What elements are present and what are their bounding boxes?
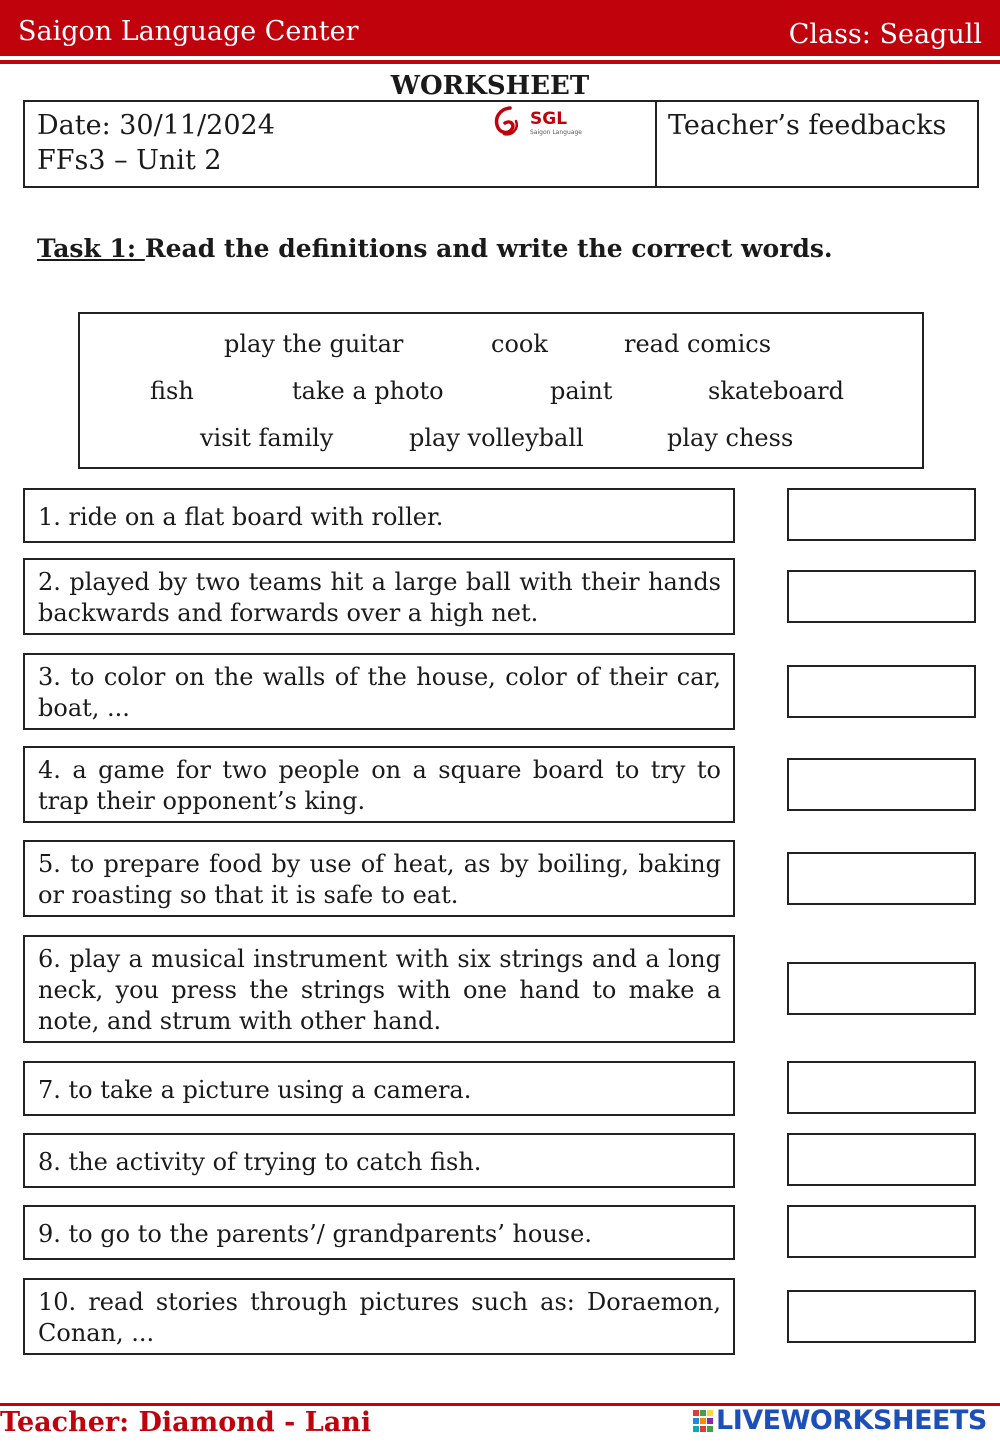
liveworksheets-brand[interactable] [692,1405,987,1439]
definition-text: 8. the activity of trying to catch fish. [38,1148,482,1176]
date-label: Date: 30/11/2024 [37,110,275,141]
class-label: Class: Seagull [788,19,982,50]
unit-label: FFs3 – Unit 2 [37,145,222,176]
word-bank-item: cook [491,330,548,358]
definition-box [23,1205,735,1260]
definition-text: 4. a game for two people on a square board to try to trap their opponent’s king. [38,756,721,815]
word-bank-item: visit family [200,424,334,452]
word-bank-item: play chess [667,424,794,452]
logo-subtitle: Saigon Language [530,129,582,136]
word-bank-item: fish [150,377,194,405]
definition-box [23,1278,735,1355]
word-bank-item: paint [550,377,613,405]
definition-box [23,1061,735,1116]
word-bank-item: take a photo [292,377,444,405]
definition-text: 9. to go to the parents’/ grandparents’ house. [38,1220,592,1248]
answer-box-5[interactable] [787,852,976,905]
answer-box-7[interactable] [787,1061,976,1114]
teacher-name: Teacher: Diamond - Lani [0,1407,372,1438]
answer-box-10[interactable] [787,1290,976,1343]
answer-box-2[interactable] [787,570,976,623]
word-bank-item: play the guitar [224,330,404,358]
definition-box [23,1133,735,1188]
definition-text: 2. played by two teams hit a large ball with their hands backwards and forwards over a high net. [38,568,721,627]
definition-box [23,653,735,730]
sgl-logo [494,103,594,141]
definition-text: 7. to take a picture using a camera. [38,1076,472,1104]
word-bank-item: play volleyball [409,424,584,452]
logo-name: SGL [530,109,568,129]
brand-name: LIVEWORKSHEETS [716,1405,987,1436]
definition-box [23,488,735,543]
definition-text: 1. ride on a flat board with roller. [38,503,444,531]
definition-box [23,746,735,823]
definition-text: 10. read stories through pictures such as: Doraemon, Conan, ... [38,1288,721,1347]
definition-text: 5. to prepare food by use of heat, as by boiling, baking or roasting so that it is safe to eat. [38,850,721,909]
teacher-feedback-label: Teacher’s feedbacks [668,110,947,141]
answer-box-9[interactable] [787,1205,976,1258]
task-label: Task 1: [37,234,145,263]
info-divider [655,100,657,186]
definition-box [23,558,735,635]
liveworksheets-logo-icon [692,1409,714,1433]
definition-text: 6. play a musical instrument with six strings and a long neck, you press the strings with one hand to make a note, and strum with other hand. [38,945,721,1035]
answer-box-4[interactable] [787,758,976,811]
answer-box-6[interactable] [787,962,976,1015]
worksheet-title: WORKSHEET [390,71,590,101]
sgl-swirl-icon [497,108,517,134]
word-bank-item: read comics [624,330,772,358]
definition-box [23,935,735,1043]
definition-box [23,840,735,917]
header-divider [0,60,1000,64]
center-name: Saigon Language Center [18,16,359,47]
answer-box-8[interactable] [787,1133,976,1186]
word-bank-item: skateboard [708,377,844,405]
task-instruction: Read the definitions and write the correct words. [144,234,833,263]
task-title [37,234,833,263]
definition-text: 3. to color on the walls of the house, color of their car, boat, ... [38,663,721,722]
answer-box-1[interactable] [787,488,976,541]
answer-box-3[interactable] [787,665,976,718]
